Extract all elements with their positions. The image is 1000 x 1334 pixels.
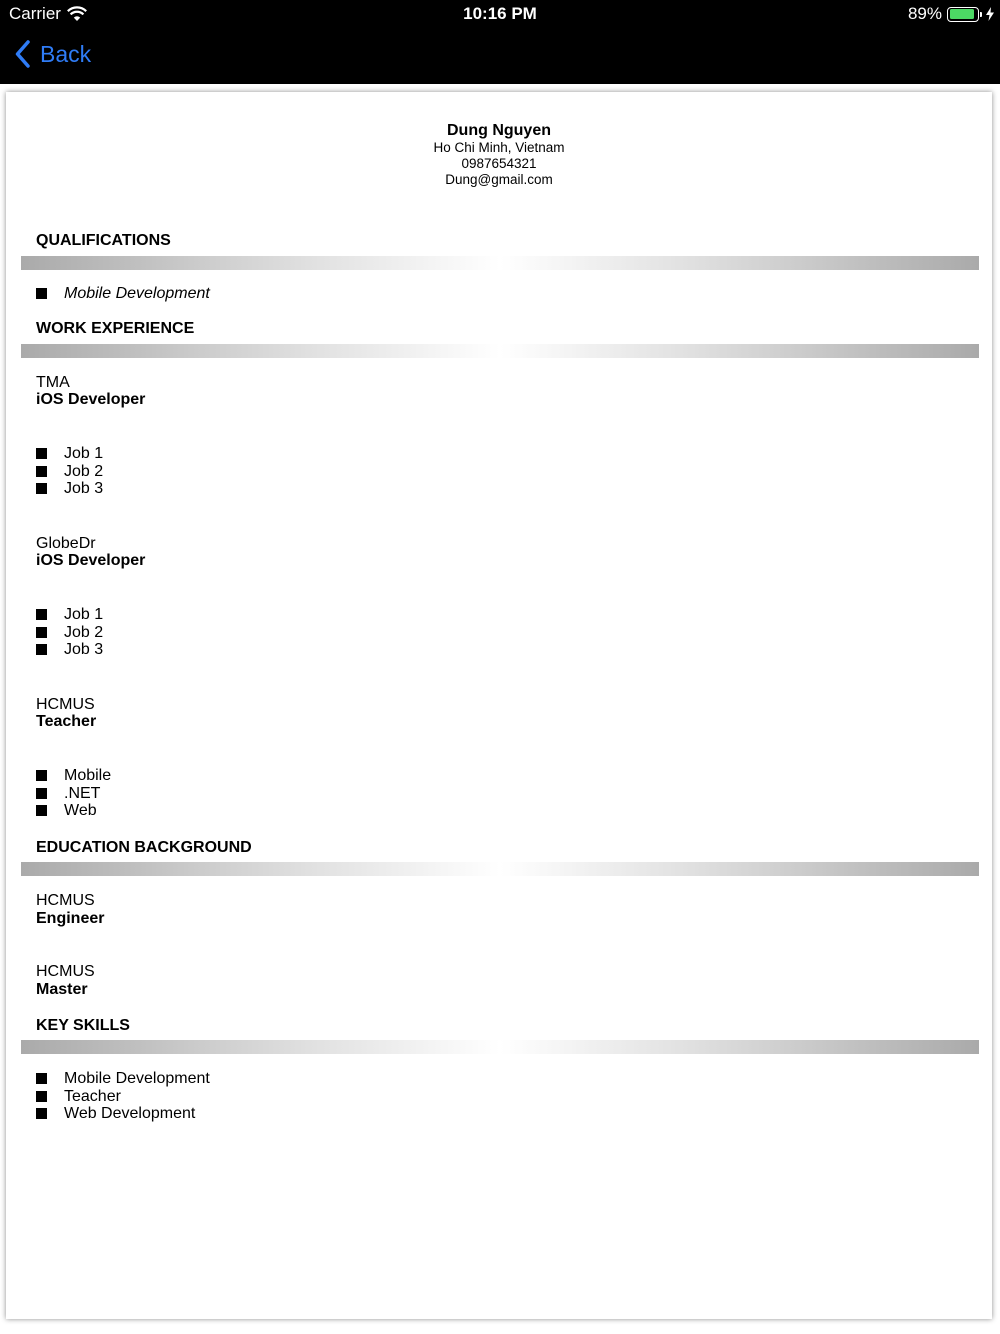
status-time: 10:16 PM bbox=[463, 4, 537, 23]
bullet-square-icon bbox=[36, 448, 47, 459]
job-company: GlobeDr bbox=[36, 535, 96, 552]
person-email: Dung@gmail.com bbox=[445, 172, 553, 187]
education-degree: Master bbox=[36, 981, 88, 998]
bullet-square-icon bbox=[36, 805, 47, 816]
bullet-square-icon bbox=[36, 788, 47, 799]
list-item: Job 1 bbox=[36, 606, 103, 624]
section-title-education: EDUCATION BACKGROUND bbox=[36, 839, 252, 856]
list-item: Mobile Development bbox=[36, 285, 210, 303]
person-phone: 0987654321 bbox=[461, 156, 537, 171]
job-company: HCMUS bbox=[36, 696, 95, 713]
list-item: Job 2 bbox=[36, 463, 103, 481]
list-item: Mobile Development bbox=[36, 1070, 210, 1088]
list-item: Job 3 bbox=[36, 641, 103, 659]
bullet-square-icon bbox=[36, 466, 47, 477]
status-battery bbox=[908, 4, 994, 24]
list-item: Teacher bbox=[36, 1088, 210, 1106]
bullet-square-icon bbox=[36, 1108, 47, 1119]
battery-level bbox=[950, 9, 974, 19]
chevron-left-icon bbox=[15, 40, 31, 68]
job-duties-list bbox=[36, 606, 103, 659]
list-item: Job 1 bbox=[36, 445, 103, 463]
back-label: Back bbox=[40, 40, 92, 67]
battery-percent: 89% bbox=[907, 4, 942, 23]
section-divider bbox=[21, 1040, 979, 1054]
section-title-key-skills: KEY SKILLS bbox=[36, 1017, 130, 1034]
bullet-square-icon bbox=[36, 627, 47, 638]
job-duties-list bbox=[36, 445, 103, 498]
section-title-qualifications: QUALIFICATIONS bbox=[36, 232, 171, 249]
bullet-square-icon bbox=[36, 288, 47, 299]
bullet-square-icon bbox=[36, 1073, 47, 1084]
education-school: HCMUS bbox=[36, 963, 95, 980]
bullet-square-icon bbox=[36, 770, 47, 781]
section-divider bbox=[21, 862, 979, 876]
person-name: Dung Nguyen bbox=[447, 122, 551, 139]
list-item: Mobile bbox=[36, 767, 111, 785]
section-title-work-experience: WORK EXPERIENCE bbox=[36, 320, 195, 337]
charging-bolt-icon bbox=[986, 7, 994, 21]
bullet-square-icon bbox=[36, 1091, 47, 1102]
job-duties-list bbox=[36, 767, 111, 820]
back-button[interactable] bbox=[15, 40, 91, 68]
section-divider bbox=[21, 256, 979, 270]
skills-list bbox=[36, 1070, 210, 1123]
wifi-icon bbox=[67, 6, 87, 22]
list-item: Job 2 bbox=[36, 624, 103, 642]
qualifications-list bbox=[36, 285, 210, 303]
education-school: HCMUS bbox=[36, 892, 95, 909]
bullet-square-icon bbox=[36, 609, 47, 620]
navigation-bar bbox=[0, 0, 1000, 84]
carrier-label: Carrier bbox=[9, 4, 61, 23]
bullet-square-icon bbox=[36, 483, 47, 494]
list-item: Web Development bbox=[36, 1105, 210, 1123]
status-carrier bbox=[9, 4, 87, 24]
job-role: iOS Developer bbox=[36, 391, 146, 408]
job-company: TMA bbox=[36, 374, 70, 391]
list-item: .NET bbox=[36, 785, 111, 803]
resume-document[interactable] bbox=[6, 92, 992, 1319]
section-divider bbox=[21, 344, 979, 358]
list-item: Job 3 bbox=[36, 480, 103, 498]
battery-icon bbox=[947, 7, 979, 22]
person-location: Ho Chi Minh, Vietnam bbox=[433, 140, 565, 155]
bullet-square-icon bbox=[36, 644, 47, 655]
job-role: iOS Developer bbox=[36, 552, 146, 569]
list-item: Web bbox=[36, 802, 111, 820]
education-degree: Engineer bbox=[36, 910, 105, 927]
job-role: Teacher bbox=[36, 713, 97, 730]
resume-header bbox=[6, 122, 992, 188]
